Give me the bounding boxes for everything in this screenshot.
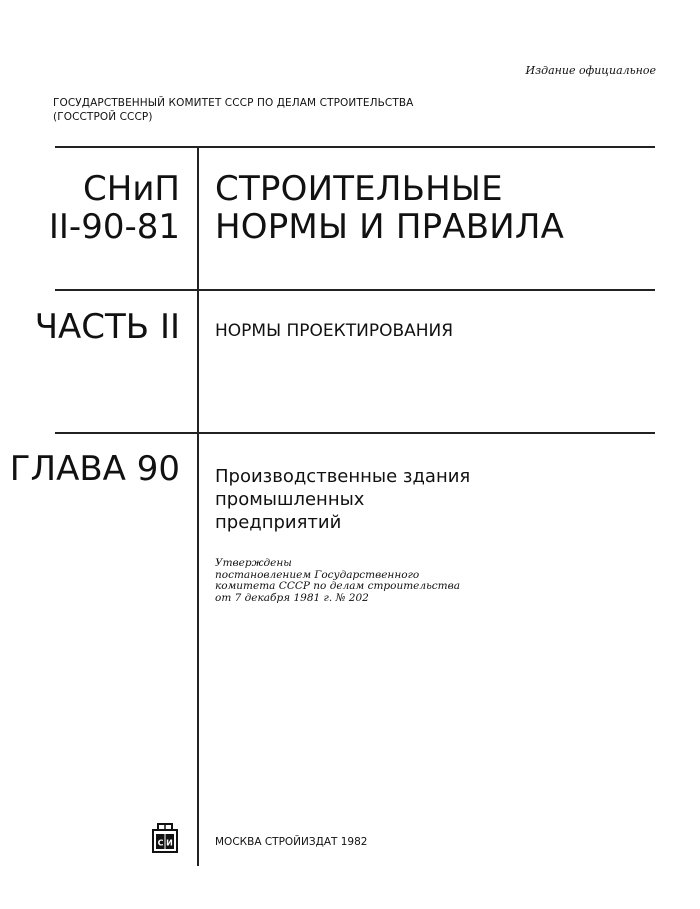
approval-line-4: от 7 декабря 1981 г. № 202 [215,591,369,604]
approval-line-1: Утверждены [215,557,292,569]
title-line-1: СТРОИТЕЛЬНЫЕ [215,169,503,209]
code-line-1: СНиП [83,169,180,209]
stroyizdat-logo-icon [150,822,180,854]
official-edition-note: Издание официальное [525,64,656,77]
code-line-2: II-90-81 [48,207,180,247]
chapter-title [215,465,515,534]
chapter-label: ГЛАВА 90 [9,449,180,489]
approval-note [215,558,515,604]
organization-header [53,96,473,124]
chapter-title-line-2: промышленных [215,489,365,510]
column-divider [197,146,199,866]
svg-text:И: И [166,838,173,848]
organization-line-1: ГОСУДАРСТВЕННЫЙ КОМИТЕТ СССР ПО ДЕЛАМ СТРОИТЕЛЬСТВА [53,97,414,109]
organization-line-2: (ГОССТРОЙ СССР) [53,111,153,123]
approval-line-3: комитета СССР по делам строительства [215,580,460,592]
approval-line-2: постановлением Государственного [215,568,420,581]
part-title: НОРМЫ ПРОЕКТИРОВАНИЯ [215,321,454,341]
svg-text:С: С [157,838,164,848]
part-label: ЧАСТЬ II [34,307,180,347]
rule-chapter [55,432,655,434]
publisher-imprint: МОСКВА СТРОЙИЗДАТ 1982 [215,836,368,848]
title-line-2: НОРМЫ И ПРАВИЛА [215,207,565,247]
chapter-title-line-1: Производственные здания [215,466,471,487]
chapter-title-line-3: предприятий [215,512,342,533]
rule-top [55,146,655,148]
logo-graphic [150,822,180,854]
document-title [215,170,564,246]
rule-part [55,289,655,291]
code-title [49,170,180,246]
